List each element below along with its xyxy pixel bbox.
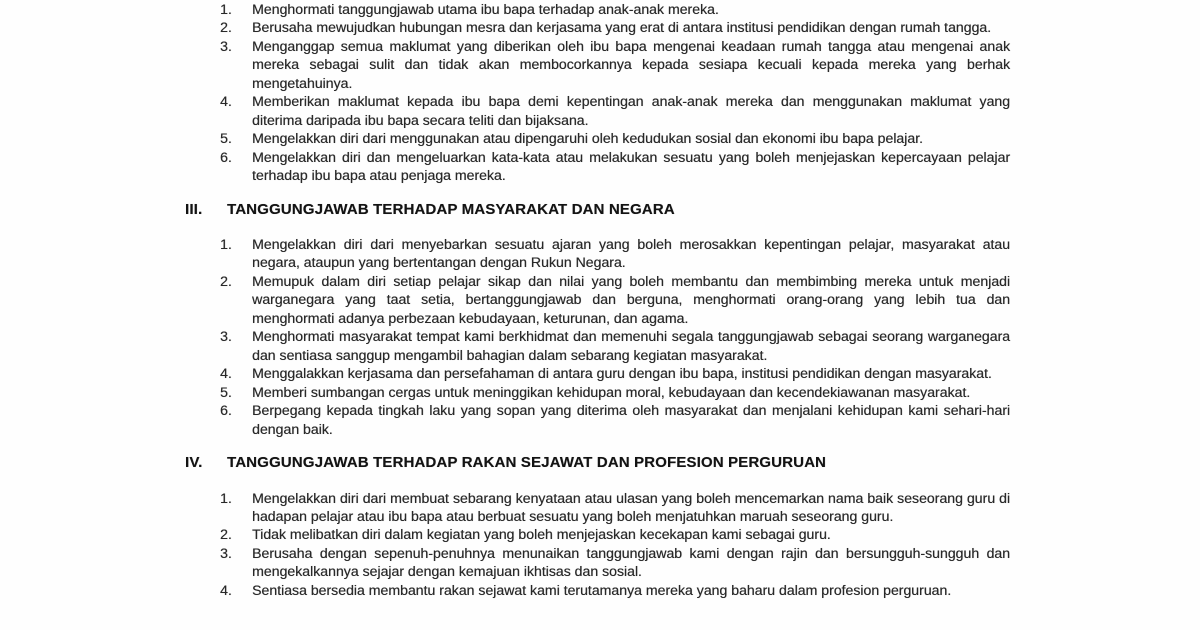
list-item	[220, 273, 1010, 328]
list-item	[220, 582, 1010, 600]
item-number: 4.	[220, 582, 232, 599]
item-number: 6.	[220, 403, 232, 420]
section-numeral: IV.	[185, 454, 203, 472]
item-number: 2.	[220, 273, 232, 290]
section-heading	[185, 201, 1010, 220]
item-text: Memberikan maklumat kepada ibu bapa demi kepentingan anak-anak mereka dan menggunakan maklumat yang diterima daripada ibu bapa secara teliti dan bijaksana.	[252, 94, 1010, 129]
item-text: Mengelakkan diri dan mengeluarkan kata-kata atau melakukan sesuatu yang boleh menjejaskan kepercayaan pelajar terhadap ibu bapa atau penjaga mereka.	[252, 149, 1010, 185]
list-item	[220, 490, 1010, 527]
list-item	[220, 384, 1010, 402]
item-text: Menganggap semua maklumat yang diberikan oleh ibu bapa mengenai keadaan rumah tangga atau mengenai anak mereka sebagai sulit dan tidak akan membocorkannya kepada sesiapa kecuali kepada mereka yang berhak mengetahuinya.	[252, 38, 1010, 92]
list-item	[220, 545, 1010, 582]
list-item	[220, 130, 1010, 148]
item-text: Berusaha dengan sepenuh-penuhnya menunaikan tanggungjawab kami dengan rajin dan bersungguh-sungguh dan mengekalkannya sejajar dengan kemajuan ikhtisas dan sosial.	[252, 545, 1010, 581]
item-number: 2.	[220, 527, 232, 544]
item-text: Memberi sumbangan cergas untuk meninggikan kehidupan moral, kebudayaan dan kecendekiawanan masyarakat.	[252, 384, 971, 401]
item-text: Mengelakkan diri dari membuat sebarang kenyataan atau ulasan yang boleh mencemarkan nama baik seseorang guru di hadapan pelajar atau ibu bapa atau berbuat sesuatu yang boleh menjatuhkan maruah seseorang guru.	[252, 490, 1010, 525]
item-text: Sentiasa bersedia membantu rakan sejawat kami terutamanya mereka yang baharu dalam profesion perguruan.	[252, 582, 952, 599]
list-item	[220, 19, 1010, 37]
item-number: 3.	[220, 38, 232, 55]
list-item	[220, 328, 1010, 365]
item-text: Mengelakkan diri dari menggunakan atau dipengaruhi oleh kedudukan sosial dan ekonomi ibu bapa pelajar.	[252, 131, 923, 148]
item-number: 4.	[220, 94, 232, 111]
list-item	[220, 149, 1010, 186]
item-text: Menggalakkan kerjasama dan persefahaman di antara guru dengan ibu bapa, institusi pendidikan dengan masyarakat.	[252, 366, 992, 383]
item-number: 1.	[220, 237, 232, 254]
item-text: Mengelakkan diri dari menyebarkan sesuatu ajaran yang boleh merosakkan kepentingan pelajar, masyarakat atau negara, ataupun yang bertentangan dengan Rukun Negara.	[252, 237, 1010, 272]
item-number: 3.	[220, 329, 232, 346]
section-title: TANGGUNGJAWAB TERHADAP RAKAN SEJAWAT DAN PROFESION PERGURUAN	[227, 454, 827, 472]
list-item	[220, 93, 1010, 130]
list-item	[220, 1, 1010, 19]
item-text: Berusaha mewujudkan hubungan mesra dan kerjasama yang erat di antara institusi pendidikan dengan rumah tangga.	[252, 20, 992, 37]
item-number: 1.	[220, 490, 232, 507]
item-text: Menghormati tanggungjawab utama ibu bapa terhadap anak-anak mereka.	[252, 2, 719, 18]
section-heading	[185, 454, 1010, 473]
item-number: 4.	[220, 366, 232, 383]
item-text: Berpegang kepada tingkah laku yang sopan yang diterima oleh masyarakat dan menjalani kehidupan kami sehari-hari dengan baik.	[252, 403, 1010, 438]
item-text: Tidak melibatkan diri dalam kegiatan yang boleh menjejaskan kecekapan kami sebagai guru.	[252, 527, 831, 544]
item-number: 2.	[220, 20, 232, 37]
list-item	[220, 365, 1010, 383]
item-number: 6.	[220, 149, 232, 166]
list-item	[220, 236, 1010, 273]
list-item	[220, 402, 1010, 439]
item-number: 1.	[220, 2, 232, 18]
document-content	[185, 1, 1010, 600]
list-item	[220, 38, 1010, 93]
item-number: 3.	[220, 545, 232, 562]
item-number: 5.	[220, 131, 232, 148]
section-parents	[220, 1, 1010, 186]
list-item	[220, 526, 1010, 544]
section-rakan-sejawat	[185, 454, 1010, 600]
section-numeral: III.	[185, 200, 203, 218]
section-masyarakat-negara	[185, 200, 1010, 439]
section-title: TANGGUNGJAWAB TERHADAP MASYARAKAT DAN NEGARA	[227, 200, 675, 218]
item-text: Memupuk dalam diri setiap pelajar sikap dan nilai yang boleh membantu dan membimbing mereka untuk menjadi warganegara yang taat setia, bertanggungjawab dan berguna, menghormati orang-orang yang lebih tua dan menghormati adanya perbezaan kebudayaan, keturunan, dan agama.	[252, 273, 1010, 327]
item-number: 5.	[220, 384, 232, 401]
item-text: Menghormati masyarakat tempat kami berkhidmat dan memenuhi segala tanggungjawab sebagai seorang warganegara dan sentiasa sanggup mengambil bahagian dalam sebarang kegiatan masyarakat.	[252, 329, 1010, 364]
